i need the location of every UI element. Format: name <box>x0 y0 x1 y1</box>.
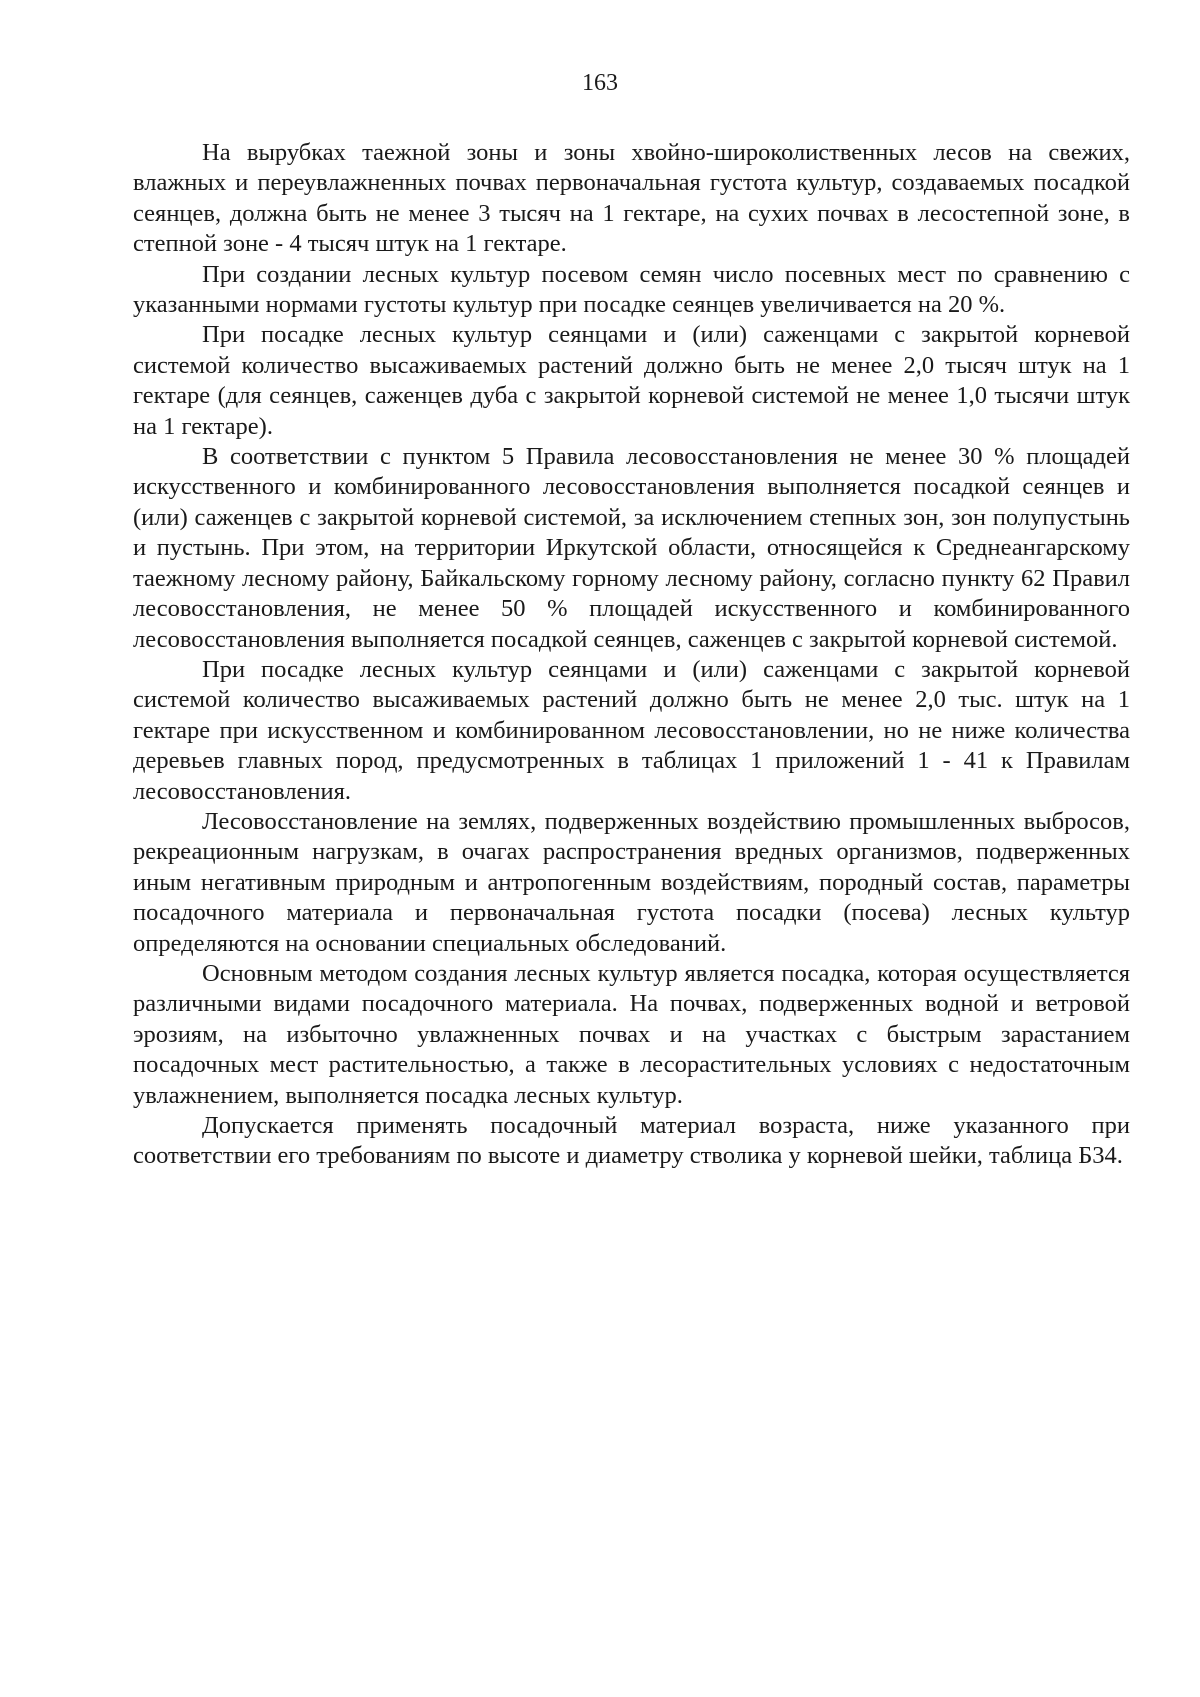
paragraph-1: На вырубках таежной зоны и зоны хвойно-широколиственных лесов на свежих, влажных и переувлажненных почвах первоначальная густота культур, создаваемых посадкой сеянцев, должна быть не менее 3 тысяч на 1 гектаре, на сухих почвах в лесостепной зоне, в степной зоне - 4 тысяч штук на 1 гектаре. <box>133 139 1130 258</box>
paragraph-7: Основным методом создания лесных культур является посадка, которая осуществляется различными видами посадочного материала. На почвах, подверженных водной и ветровой эрозиям, на избыточно увлажненных почвах и на участках с быстрым зарастанием посадочных мест растительностью, а также в лесорастительных условиях с недостаточным увлажнением, выполняется посадка лесных культур. <box>133 959 1130 1109</box>
paragraph-3: При посадке лесных культур сеянцами и (или) саженцами с закрытой корневой системой количество высаживаемых растений должно быть не менее 2,0 тысяч штук на 1 гектаре (для сеянцев, саженцев дуба с закрытой корневой системой не менее 1,0 тысячи штук на 1 гектаре). <box>133 321 1130 440</box>
paragraph-6: Лесовосстановление на землях, подверженных воздействию промышленных выбросов, рекреационным нагрузкам, в очагах распространения вредных организмов, подверженных иным негативным природным и антропогенным воздействиям, породный состав, параметры посадочного материала и первоначальная густота посадки (посева) лесных культур определяются на основании специальных обследований. <box>133 807 1130 957</box>
paragraph-5: При посадке лесных культур сеянцами и (или) саженцами с закрытой корневой системой количество высаживаемых растений должно быть не менее 2,0 тыс. штук на 1 гектаре при искусственном и комбинированном лесовосстановлении, но не ниже количества деревьев главных пород, предусмотренных в таблицах 1 приложений 1 - 41 к Правилам лесовосстановления. <box>133 655 1130 805</box>
paragraph-4: В соответствии с пунктом 5 Правила лесовосстановления не менее 30 % площадей искусственного и комбинированного лесовосстановления выполняется посадкой сеянцев и (или) саженцев с закрытой корневой системой, за исключением степных зон, зон полупустынь и пустынь. При этом, на территории Иркутской области, относящейся к Среднеангарскому таежному лесному району, Байкальскому горному лесному району, согласно пункту 62 Правил лесовосстановления, не менее 50 % площадей искусственного и комбинированного лесовосстановления выполняется посадкой сеянцев, саженцев с закрытой корневой системой. <box>133 443 1130 653</box>
paragraph-2: При создании лесных культур посевом семян число посевных мест по сравнению с указанными нормами густоты культур при посадке сеянцев увеличивается на 20 %. <box>133 260 1130 319</box>
document-body <box>133 138 1130 1172</box>
page-number: 163 <box>582 70 618 96</box>
paragraph-8: Допускается применять посадочный материал возраста, ниже указанного при соответствии его требованиям по высоте и диаметру стволика у корневой шейки, таблица Б34. <box>133 1112 1130 1170</box>
